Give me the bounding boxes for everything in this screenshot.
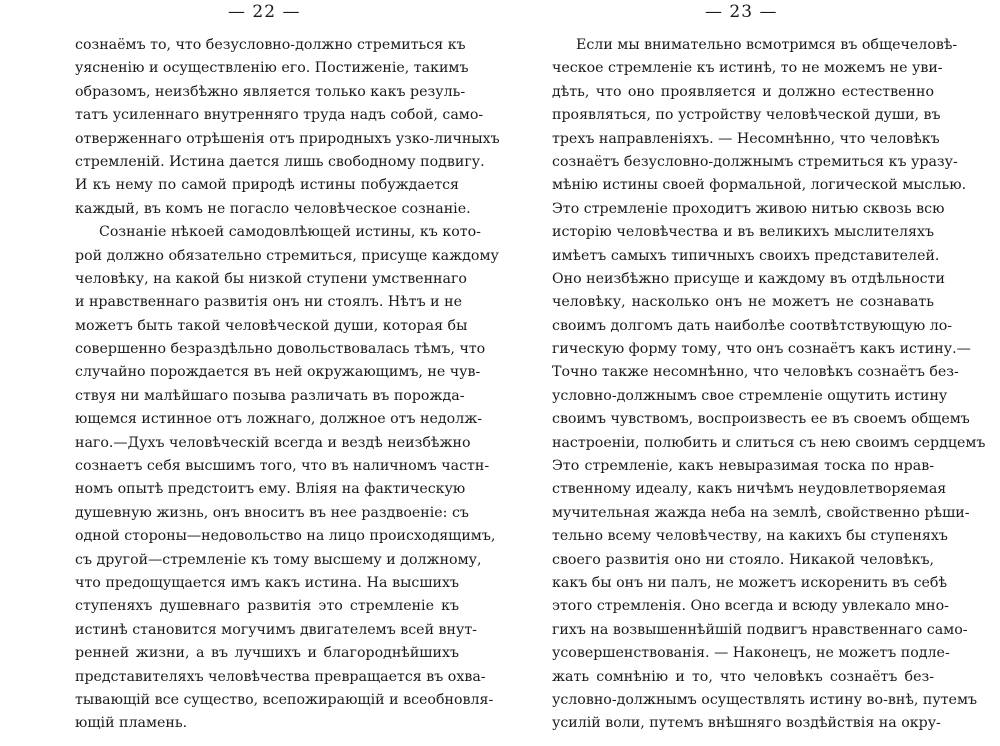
text-line: этого стремленія. Оно всегда и всюду увлекало мно- [552, 598, 949, 615]
text-line: сознаёмъ то, что безусловно-должно стремиться къ [75, 37, 466, 53]
text-line: своего развитія оно ни стояло. Никакой человѣкъ, [552, 551, 934, 568]
text-line: ческое стремленіе къ истинѣ, то не можемъ не уви- [552, 60, 943, 77]
text-line: дѣть, что оно проявляется и должно естественно [552, 83, 934, 100]
text-line: жать сомнѣнію и то, что человѣкъ сознаётъ без- [552, 668, 934, 685]
text-line: ствуя ни малѣйшаго позыва различать въ порожда- [75, 387, 465, 404]
text-line: настроеніи, полюбить и слиться съ нею своимъ сердцемъ [552, 434, 986, 451]
text-line: что предощущается имъ какъ истина. На высшихъ [75, 574, 459, 591]
text-line: проявляться, по устройству человѣческой души, въ [552, 107, 941, 124]
text-line: Если мы внимательно всмотримся въ общечеловѣ- [576, 37, 958, 53]
text-line: какъ бы онъ ни палъ, не можетъ искоренить въ себѣ [552, 574, 948, 591]
text-line: мѣнію истины своей формальной, логической мыслью. [552, 177, 967, 194]
text-line: душевную жизнь, онъ вноситъ въ нее раздвоеніе: съ [75, 504, 469, 521]
text-line: номъ опытѣ предстоитъ ему. Вліяя на фактическую [75, 481, 466, 498]
text-line: образомъ, неизбѣжно является только какъ резуль- [75, 83, 466, 100]
text-line: человѣку, насколько онъ не можетъ не сознавать [552, 294, 934, 311]
text-line: гихъ на возвышеннѣйшій подвигъ нравственнаго само- [552, 621, 968, 638]
text-line: своимъ долгомъ дать наиболѣе соотвѣтствующую ло- [552, 317, 953, 334]
text-line: ющемся истинное отъ ложнаго, должное отъ недолж- [75, 411, 483, 428]
text-line: рой должно обязательно стремиться, присуще каждому [75, 247, 499, 264]
text-line: сознаетъ себя высшимъ того, что въ наличномъ частн- [75, 458, 490, 475]
text-line: тельно всему человѣчеству, на какихъ бы ступеняхъ [552, 528, 948, 545]
text-line: случайно порождается въ ней окружающимъ, не чув- [75, 364, 481, 381]
text-line: человѣку, на какой бы низкой ступени умственнаго [75, 270, 467, 287]
text-line: условно-должнымъ осуществлять истину во-внѣ, путемъ [552, 691, 978, 708]
text-line: татъ усиленнаго внутренняго труда надъ собой, само- [75, 107, 484, 124]
text-line: ющій пламень. [75, 715, 188, 732]
right-page [500, 0, 1000, 746]
text-line: Оно неизбѣжно присуще и каждому въ отдѣльности [552, 270, 945, 287]
text-line: ступеняхъ душевнаго развитія это стремленіе къ [75, 598, 459, 615]
text-line: усовершенствованія. — Наконецъ, не можетъ подле- [552, 645, 950, 662]
text-line: съ другой—стремленіе къ тому высшему и должному, [75, 551, 482, 568]
text-line: исторію человѣчества и въ великихъ мыслителяхъ [552, 224, 934, 241]
text-line: Это стремленіе, какъ невыразимая тоска по нрав- [552, 458, 934, 475]
text-line: И къ нему по самой природѣ истины побуждается [75, 177, 459, 194]
text-line: ственному идеалу, какъ ничѣмъ неудовлетворяемая [552, 481, 947, 498]
text-line: стремленій. Истина дается лишь свободному подвигу. [75, 153, 485, 170]
text-line: наго.—Духъ человѣческій всегда и вездѣ неизбѣжно [75, 434, 471, 451]
text-line: каждый, въ комъ не погасло человѣческое сознаніе. [75, 200, 471, 217]
text-line: трехъ направленіяхъ. — Несомнѣнно, что человѣкъ [552, 130, 940, 147]
text-line: уясненію и осуществленію его. Постиженіе, такимъ [75, 60, 469, 77]
text-line: представителяхъ человѣчества превращается въ охва- [75, 668, 486, 685]
left-page-text [75, 34, 500, 736]
text-line: одной стороны—недовольство на лицо происходящимъ, [75, 528, 496, 545]
text-line: гическую форму тому, что онъ сознаётъ какъ истину.— [552, 341, 971, 358]
text-line: условно-должнымъ свое стремленіе ощутить истину [552, 387, 948, 404]
text-line: совершенно безраздѣльно довольствовалась тѣмъ, что [75, 341, 486, 358]
text-line: тывающій все существо, всепожирающій и всеобновля- [75, 691, 494, 708]
text-line: усилій воли, путемъ внѣшняго воздѣйствія на окру- [552, 715, 941, 732]
text-line: своимъ чувствомъ, воспроизвесть ее въ своемъ общемъ [552, 411, 970, 428]
text-line: Это стремленіе проходитъ живою нитью сквозь всю [552, 200, 945, 217]
page-number-23: — 23 — [705, 2, 778, 22]
text-line: имѣетъ самыхъ типичныхъ своихъ представителей. [552, 247, 940, 264]
text-line: можетъ быть такой человѣческой души, которая бы [75, 317, 468, 334]
text-line: ренней жизни, а въ лучшихъ и благороднѣйшихъ [75, 645, 459, 662]
right-page-text [552, 34, 986, 736]
text-line: сознаётъ безусловно-должнымъ стремиться къ уразу- [552, 153, 958, 170]
text-line: Сознаніе нѣкоей самодовлѣющей истины, къ кото- [99, 224, 481, 241]
text-line: мучительная жажда неба на землѣ, свойственно рѣши- [552, 504, 970, 521]
text-line: Точно также несомнѣнно, что человѣкъ сознаётъ без- [552, 364, 959, 381]
page-number-22: — 22 — [228, 2, 301, 22]
text-line: отверженнаго отрѣшенія отъ природныхъ узко-личныхъ [75, 130, 500, 147]
text-line: истинѣ становится могучимъ двигателемъ всей внут- [75, 621, 477, 638]
text-line: и нравственнаго развитія онъ ни стоялъ. Нѣтъ и не [75, 294, 462, 311]
